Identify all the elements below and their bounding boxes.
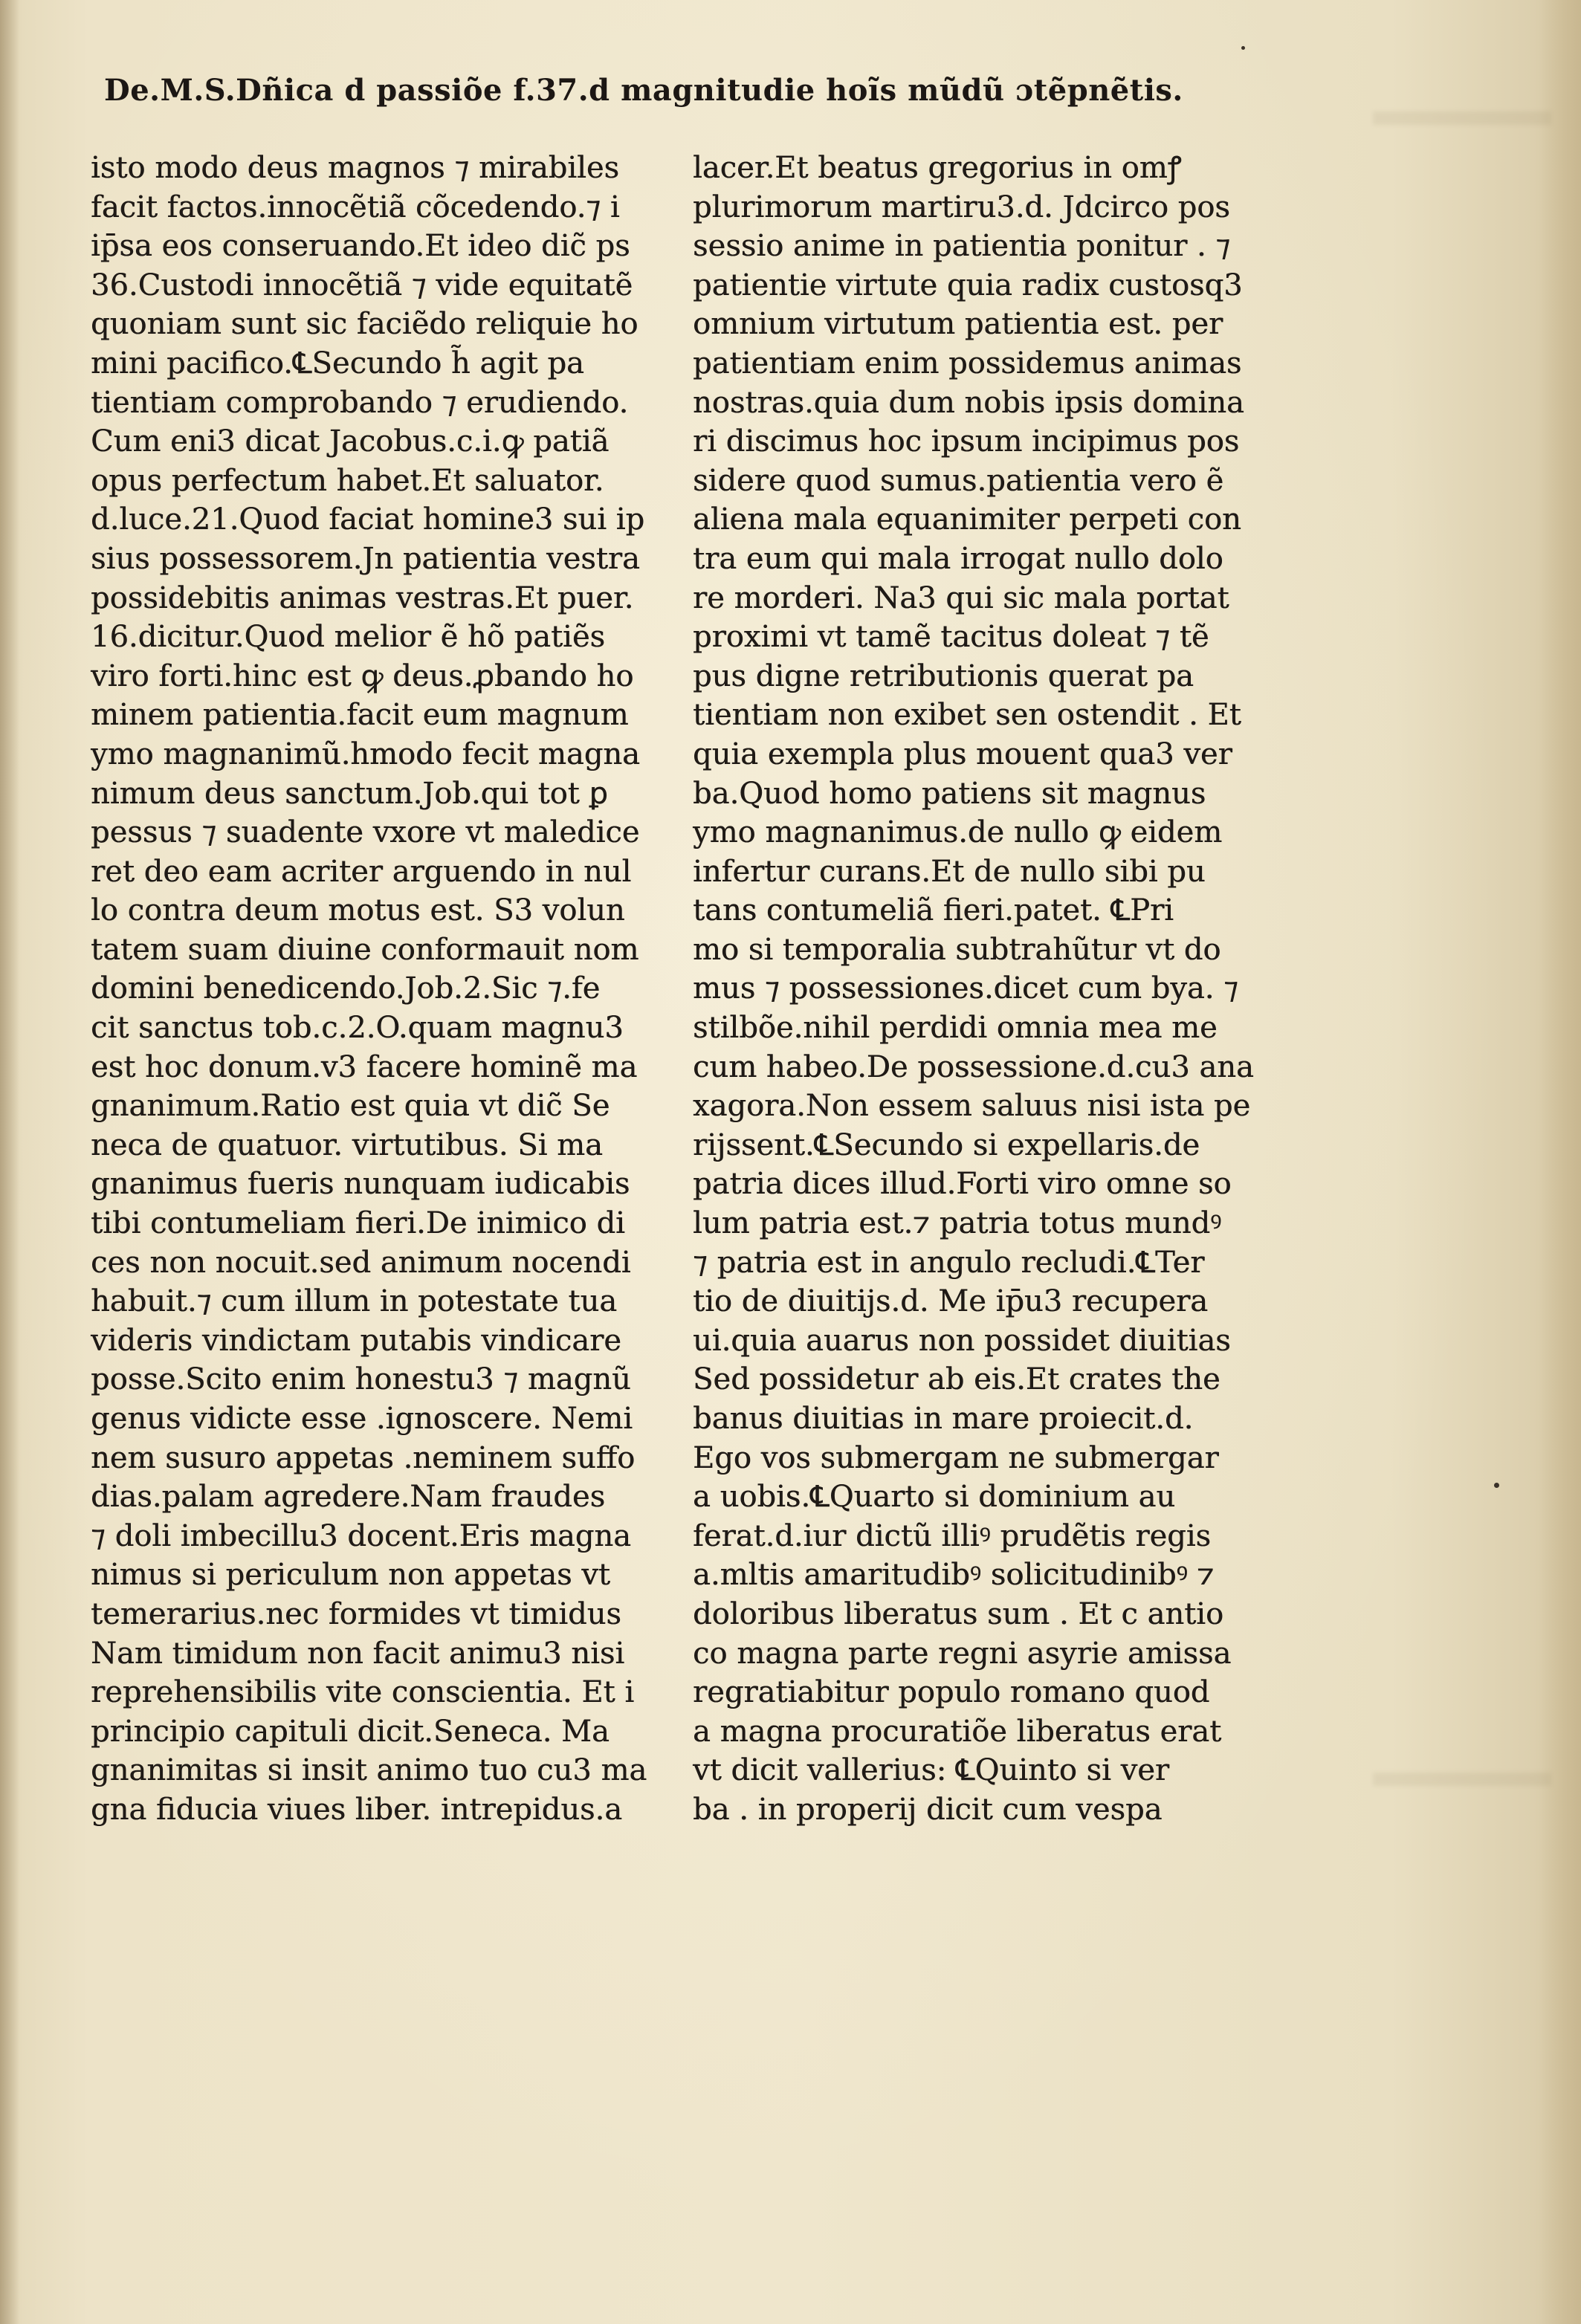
text-line: Nam timidum non facit animu3 nisi	[91, 1636, 625, 1671]
text-line: ymo magnanimus.de nullo ꝙ eidem	[693, 815, 1223, 850]
text-line: minem patientia.facit eum magnum	[91, 698, 629, 733]
text-line: ba.Quod homo patiens sit magnus	[693, 776, 1206, 811]
ink-speck	[1494, 1483, 1499, 1488]
text-line: Sed possidetur ab eis.Et crates the	[693, 1362, 1220, 1397]
text-line: possidebitis animas vestras.Et puer.	[91, 580, 634, 615]
text-line: d.luce.21.Quod faciat homine3 sui ip	[91, 502, 645, 537]
text-line: 36.Custodi innocẽtiã ⁊ vide equitatẽ	[91, 268, 633, 302]
bleed-through-mark	[1373, 111, 1551, 125]
text-line: isto modo deus magnos ⁊ mirabiles	[91, 151, 620, 185]
text-line: habuit.⁊ cum illum in potestate tua	[91, 1284, 618, 1319]
text-line: ret deo eam acriter arguendo in nul	[91, 854, 632, 889]
text-line: a.mltis amaritudibꝰ solicitudinibꝰ ⁊	[693, 1558, 1215, 1593]
text-line: lo contra deum motus est. S3 volun	[91, 893, 625, 928]
text-line: sius possessorem.Jn patientia vestra	[91, 541, 640, 576]
text-line: tans contumeliã fieri.patet. ℄Pri	[693, 893, 1174, 928]
text-line: pessus ⁊ suadente vxore vt maledice	[91, 815, 640, 850]
text-line: ymo magnanimũ.hmodo fecit magna	[91, 737, 640, 771]
text-line: regratiabitur populo romano quod	[693, 1675, 1210, 1710]
running-head: De.M.S.Dñica d passiõe f.37.d magnitudie hoĩs mũdũ ɔtẽpnẽtis.	[104, 73, 1183, 108]
text-line: lacer.Et beatus gregorius in omꝭ	[693, 151, 1182, 185]
text-line: mus ⁊ possessiones.dicet cum bya. ⁊	[693, 971, 1238, 1006]
text-line: tra eum qui mala irrogat nullo dolo	[693, 541, 1223, 576]
text-line: ferat.d.iur dictũ illiꝰ prudẽtis regis	[693, 1518, 1212, 1553]
text-line: a magna procuratiõe liberatus erat	[693, 1714, 1222, 1749]
text-line: pus digne retributionis querat pa	[693, 658, 1194, 693]
spine-shadow	[0, 0, 19, 2324]
text-line: proximi vt tamẽ tacitus doleat ⁊ tẽ	[693, 620, 1209, 655]
ink-speck	[1241, 46, 1245, 50]
text-line: tientiam comprobando ⁊ erudiendo.	[91, 385, 629, 420]
text-line: tatem suam diuine conformauit nom	[91, 932, 639, 967]
text-line: mo si temporalia subtrahũtur vt do	[693, 932, 1221, 967]
text-line: posse.Scito enim honestu3 ⁊ magnũ	[91, 1362, 631, 1397]
text-line: ip̄sa eos conseruando.Et ideo dic̃ ps	[91, 229, 630, 264]
text-line: patientiam enim possidemus animas	[693, 346, 1242, 381]
bleed-through-mark	[1373, 1773, 1551, 1786]
text-line: gnanimum.Ratio est quia vt dic̃ Se	[91, 1089, 610, 1124]
text-line: co magna parte regni asyrie amissa	[693, 1636, 1232, 1671]
text-line: vt dicit vallerius: ℄Quinto si ver	[693, 1753, 1169, 1788]
text-line: ⁊ doli imbecillu3 docent.Eris magna	[91, 1518, 631, 1553]
text-line: ⁊ patria est in angulo recludi.℄Ter	[693, 1245, 1205, 1280]
text-line: facit factos.innocẽtiã cõcedendo.⁊ i	[91, 190, 620, 224]
text-line: reprehensibilis vite conscientia. Et i	[91, 1675, 635, 1710]
text-line: xagora.Non essem saluus nisi ista pe	[693, 1089, 1251, 1124]
text-line: banus diuitias in mare proiecit.d.	[693, 1402, 1194, 1436]
text-line: cum habeo.De possessione.d.cu3 ana	[693, 1049, 1254, 1084]
text-line: aliena mala equanimiter perpeti con	[693, 502, 1241, 537]
text-line: tientiam non exibet sen ostendit . Et	[693, 698, 1241, 733]
text-line: plurimorum martiru3.d. Jdcirco pos	[693, 190, 1230, 224]
text-line: omnium virtutum patientia est. per	[693, 307, 1223, 342]
text-line: Ego vos submergam ne submergar	[693, 1440, 1219, 1475]
text-line: mini pacifico.℄Secundo h̃ agit pa	[91, 346, 584, 381]
text-line: tibi contumeliam fieri.De inimico di	[91, 1206, 625, 1241]
text-line: sessio anime in patientia ponitur . ⁊	[693, 229, 1231, 264]
text-line: tio de diuitijs.d. Me ip̄u3 recupera	[693, 1284, 1209, 1319]
text-line: sidere quod sumus.patientia vero ẽ	[693, 463, 1224, 498]
text-line: doloribus liberatus sum . Et c antio	[693, 1596, 1224, 1631]
text-line: cit sanctus tob.c.2.O.quam magnu3	[91, 1011, 624, 1046]
text-line: ri discimus hoc ipsum incipimus pos	[693, 424, 1240, 459]
text-line: ces non nocuit.sed animum nocendi	[91, 1245, 631, 1280]
page-edge	[1540, 0, 1581, 2324]
text-line: stilbõe.nihil perdidi omnia mea me	[693, 1011, 1218, 1046]
text-line: 16.dicitur.Quod melior ẽ hõ patiẽs	[91, 620, 606, 655]
left-column	[91, 149, 678, 1830]
text-line: temerarius.nec formides vt timidus	[91, 1596, 621, 1631]
text-line: lum patria est.⁊ patria totus mundꝰ	[693, 1206, 1222, 1241]
text-line: quia exempla plus mouent qua3 ver	[693, 737, 1232, 771]
text-line: rijssent.℄Secundo si expellaris.de	[693, 1127, 1200, 1162]
text-line: gnanimitas si insit animo tuo cu3 ma	[91, 1753, 647, 1788]
text-line: infertur curans.Et de nullo sibi pu	[693, 854, 1206, 889]
text-line: opus perfectum habet.Et saluator.	[91, 463, 604, 498]
text-line: nem susuro appetas .neminem suffo	[91, 1440, 636, 1475]
text-line: domini benedicendo.Job.2.Sic ⁊.fe	[91, 971, 601, 1006]
text-line: ba . in properij dicit cum vespa	[693, 1792, 1163, 1827]
text-line: nostras.quia dum nobis ipsis domina	[693, 385, 1244, 420]
text-line: viro forti.hinc est ꝙ deus.ꝓbando ho	[91, 658, 634, 693]
text-line: dias.palam agredere.Nam fraudes	[91, 1480, 606, 1515]
text-line: gnanimus fueris nunquam iudicabis	[91, 1167, 630, 1202]
text-line: Cum eni3 dicat Jacobus.c.i.ꝙ patiã	[91, 424, 610, 459]
text-line: patientie virtute quia radix custosq3	[693, 268, 1243, 302]
text-line: est hoc donum.v3 facere hominẽ ma	[91, 1049, 638, 1084]
text-line: gna fiducia viues liber. intrepidus.a	[91, 1792, 623, 1827]
text-line: a uobis.℄Quarto si dominium au	[693, 1480, 1176, 1515]
text-line: patria dices illud.Forti viro omne so	[693, 1167, 1232, 1202]
text-line: principio capituli dicit.Seneca. Ma	[91, 1714, 610, 1749]
text-line: ui.quia auarus non possidet diuitias	[693, 1323, 1231, 1358]
text-line: genus vidicte esse .ignoscere. Nemi	[91, 1402, 633, 1436]
text-line: nimum deus sanctum.Job.qui tot ꝑ	[91, 776, 608, 811]
text-line: neca de quatuor. virtutibus. Si ma	[91, 1127, 603, 1162]
text-line: nimus si periculum non appetas vt	[91, 1558, 610, 1593]
right-column	[693, 149, 1280, 1830]
text-line: re morderi. Na3 qui sic mala portat	[693, 580, 1229, 615]
text-line: quoniam sunt sic faciẽdo reliquie ho	[91, 307, 638, 342]
text-line: videris vindictam putabis vindicare	[91, 1323, 621, 1358]
